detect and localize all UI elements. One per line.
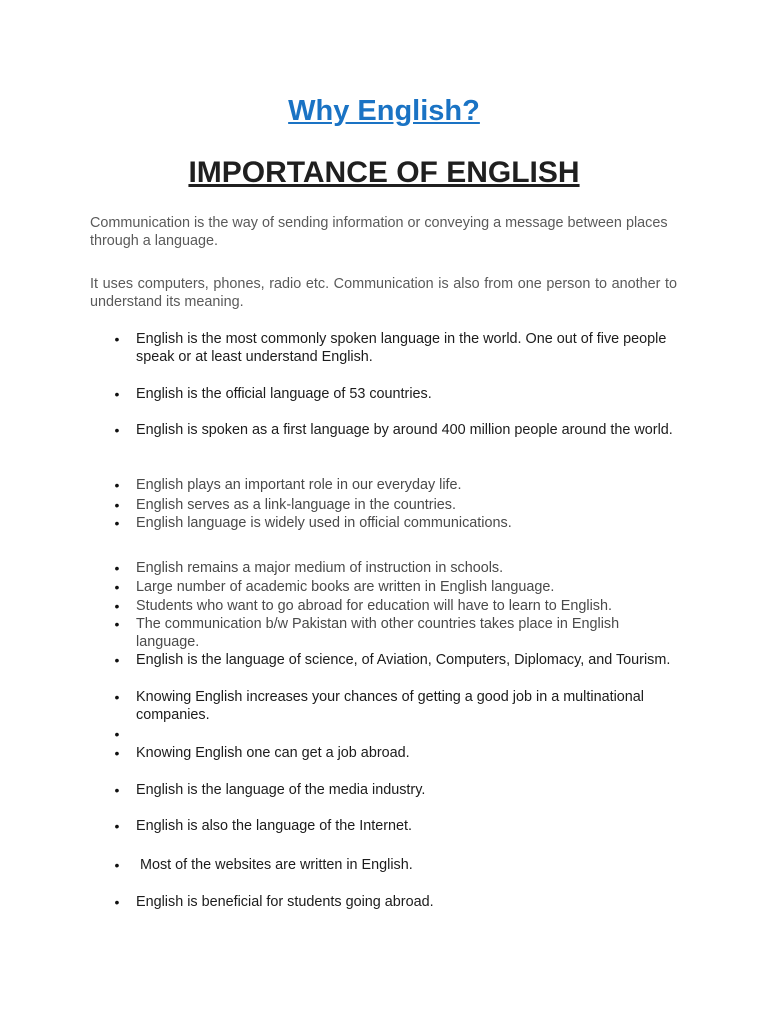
bullet-icon: • (114, 894, 120, 910)
bullet-icon: • (114, 422, 120, 438)
bullet-icon: • (114, 579, 120, 595)
list-item-text: English is the language of science, of Aviation, Computers, Diplomacy, and Tourism. (136, 652, 671, 668)
page-heading: IMPORTANCE OF ENGLISH (188, 156, 580, 189)
list-item-text: English serves as a link-language in the countries. (136, 497, 456, 513)
list-item (114, 856, 676, 874)
list-item-text: English is the language of the media industry. (136, 782, 426, 798)
list-item-text: English language is widely used in official communications. (136, 515, 512, 531)
bullet-icon: • (114, 386, 120, 402)
list-item (114, 578, 676, 596)
bullet-icon: • (114, 331, 120, 347)
bullet-icon: • (114, 560, 120, 576)
list-item (114, 615, 676, 651)
bullet-icon: • (114, 616, 120, 632)
bullet-icon: • (114, 857, 120, 873)
list-item-text: English is the most commonly spoken language in the world. One out of five people speak or at least understand English. (136, 331, 667, 365)
bullet-icon: • (114, 477, 120, 493)
list-item (114, 781, 676, 799)
bullet-icon: • (114, 515, 120, 531)
list-item-text: English is the official language of 53 countries. (136, 386, 432, 402)
list-item-text: English is beneficial for students going abroad. (136, 894, 434, 910)
list-item-text: Knowing English one can get a job abroad. (136, 745, 410, 761)
list-item (114, 385, 676, 403)
list-item (114, 688, 676, 724)
list-item (114, 330, 676, 366)
list-item-text: English is spoken as a first language by around 400 million people around the world. (136, 422, 673, 438)
list-item-text: English remains a major medium of instruction in schools. (136, 560, 504, 576)
list-item-text: Students who want to go abroad for education will have to learn to English. (136, 598, 612, 614)
list-item-text: Most of the websites are written in English. (140, 857, 413, 873)
list-item (114, 421, 676, 439)
bullet-icon: • (114, 745, 120, 761)
bullet-icon: • (114, 652, 120, 668)
list-item-text: English is also the language of the Internet. (136, 818, 413, 834)
list-item (114, 893, 676, 911)
list-item (114, 476, 676, 494)
list-item (114, 514, 676, 532)
list-item-text: English plays an important role in our everyday life. (136, 477, 462, 493)
list-item (114, 744, 676, 762)
list-item (114, 496, 676, 514)
bullet-icon: • (114, 818, 120, 834)
list-item (114, 597, 676, 615)
bullet-icon: • (114, 782, 120, 798)
bullet-icon: • (114, 497, 120, 513)
list-item (114, 559, 676, 577)
list-item-text: Knowing English increases your chances of getting a good job in a multinational companies. (136, 689, 644, 723)
list-item (114, 817, 676, 835)
bullet-icon: • (114, 598, 120, 614)
bullet-icon: • (114, 726, 120, 742)
paragraph-communication: Communication is the way of sending information or conveying a message between places through a language. (90, 215, 668, 249)
list-item (114, 651, 676, 669)
list-item-text: The communication b/w Pakistan with other countries takes place in English language. (136, 616, 620, 650)
bullet-icon: • (114, 689, 120, 705)
list-item-text: Large number of academic books are written in English language. (136, 579, 555, 595)
paragraph-uses: It uses computers, phones, radio etc. Communication is also from one person to another to understand its meaning. (90, 276, 677, 310)
why-english-link[interactable]: Why English? (288, 95, 480, 127)
